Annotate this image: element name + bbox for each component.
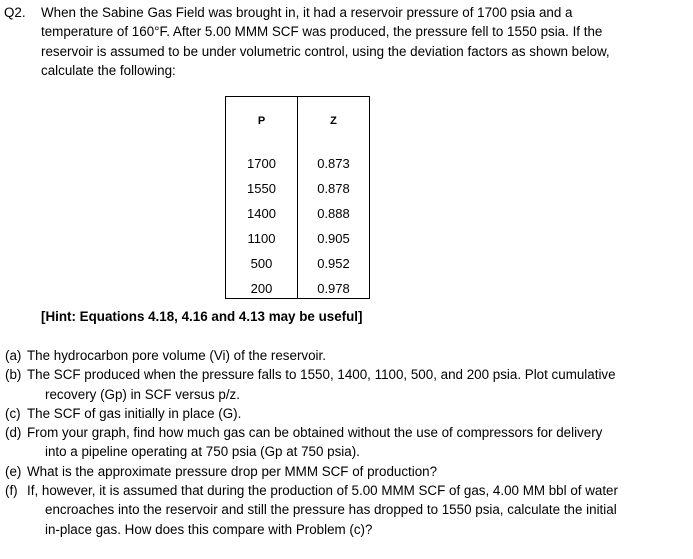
table-cell-p: 200: [250, 281, 273, 296]
table-cell-z: 0.952: [317, 256, 350, 271]
table-cell-p: 1700: [247, 156, 276, 171]
sub-question-a: [5, 346, 677, 365]
part-line: encroaches into the reservoir and still the pressure has dropped to 1550 psia, calculate the initial: [45, 502, 617, 518]
table-header-z: Z: [330, 115, 337, 127]
part-line: What is the approximate pressure drop per MMM SCF of production?: [27, 463, 438, 479]
table-cell-z: 0.873: [317, 156, 350, 171]
part-text: [27, 423, 677, 462]
part-line: The SCF of gas initially in place (G).: [27, 405, 242, 421]
part-label: (f): [5, 483, 18, 499]
table-cell-z: 0.905: [317, 231, 350, 246]
table-cell-z: 0.888: [317, 206, 350, 221]
part-label: (c): [5, 405, 21, 421]
part-line: From your graph, find how much gas can be obtained without the use of compressors for delivery: [27, 425, 603, 441]
sub-question-b: [5, 365, 677, 404]
part-label: (d): [5, 425, 22, 441]
sub-question-e: [5, 462, 677, 481]
sub-question-c: [5, 404, 677, 423]
part-line: The hydrocarbon pore volume (Vi) of the reservoir.: [27, 348, 326, 363]
part-text: [27, 365, 677, 404]
question-line: calculate the following:: [41, 62, 176, 78]
table-header-p: P: [257, 115, 266, 127]
part-line: into a pipeline operating at 750 psia (Gp at 750 psia).: [45, 444, 360, 460]
table-cell-p: 1400: [247, 206, 276, 221]
table-cell-z: 0.978: [317, 281, 350, 296]
question-text: [41, 3, 680, 80]
sub-question-f: [5, 481, 677, 539]
part-label: (a): [5, 348, 22, 363]
table-cell-z: 0.878: [317, 181, 350, 196]
deviation-factor-table: [225, 96, 370, 299]
question-number: Q2.: [4, 5, 26, 20]
part-text: [27, 346, 677, 365]
part-text: [27, 481, 677, 539]
question-block: [4, 3, 680, 80]
sub-question-d: [5, 423, 677, 462]
part-label: (e): [5, 463, 22, 479]
part-line: in-place gas. How does this compare with Problem (c)?: [45, 521, 373, 537]
sub-questions: [5, 346, 677, 539]
question-line: When the Sabine Gas Field was brought in, it had a reservoir pressure of 1700 psia and a: [41, 5, 573, 20]
part-line: The SCF produced when the pressure falls to 1550, 1400, 1100, 500, and 200 psia. Plot cumulative: [27, 367, 616, 383]
hint-text: [Hint: Equations 4.18, 4.16 and 4.13 may be useful]: [41, 309, 363, 324]
part-label: (b): [5, 367, 22, 383]
question-line: temperature of 160°F. After 5.00 MMM SCF was produced, the pressure fell to 1550 psia. If the: [41, 24, 603, 40]
table-cell-p: 1550: [247, 181, 276, 196]
part-line: If, however, it is assumed that during the production of 5.00 MMM SCF of gas, 4.00 MM bbl of water: [27, 483, 618, 499]
part-text: [27, 462, 677, 481]
part-line: recovery (Gp) in SCF versus p/z.: [45, 386, 240, 402]
question-line: reservoir is assumed to be under volumetric control, using the deviation factors as shown below,: [41, 43, 610, 59]
table-cell-p: 500: [250, 256, 273, 271]
part-text: [27, 404, 677, 423]
table-cell-p: 1100: [247, 231, 276, 246]
